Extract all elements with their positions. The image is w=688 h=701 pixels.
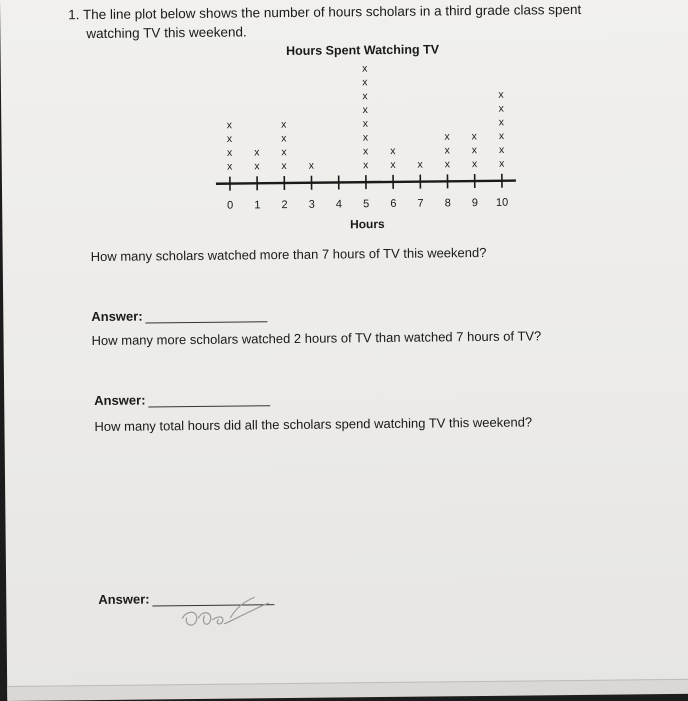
x-mark-2-4: x (281, 119, 287, 131)
x-mark-8-2: x (445, 144, 451, 156)
page-edge (7, 679, 688, 701)
problem-body: The line plot below shows the number of hours scholars in a third grade class spent watching TV this weekend. (83, 2, 581, 41)
answer-2-label: Answer: (94, 392, 145, 408)
x-mark-2-2: x (281, 146, 287, 158)
question-1: How many scholars watched more than 7 hours of TV this weekend? (91, 245, 487, 264)
x-mark-9-2: x (472, 144, 478, 156)
tick-label-5: 5 (363, 198, 369, 210)
line-plot (200, 34, 532, 237)
question-2: How many more scholars watched 2 hours of TV than watched 7 hours of TV? (91, 328, 541, 348)
x-mark-0-2: x (227, 147, 233, 159)
x-mark-6-2: x (390, 145, 396, 157)
x-mark-5-4: x (363, 118, 369, 130)
x-marks (226, 61, 505, 173)
x-mark-10-4: x (499, 116, 505, 128)
x-mark-2-1: x (281, 160, 287, 172)
x-mark-10-1: x (499, 158, 505, 170)
x-mark-9-3: x (472, 130, 478, 142)
x-mark-2-3: x (281, 132, 287, 144)
tick-label-0: 0 (227, 200, 233, 212)
x-mark-0-1: x (227, 161, 233, 173)
x-mark-0-3: x (227, 133, 233, 145)
tick-label-8: 8 (445, 197, 451, 209)
x-mark-9-1: x (472, 158, 478, 170)
question-3: How many total hours did all the scholars spend watching TV this weekend? (94, 414, 532, 434)
answer-1-label: Answer: (91, 309, 142, 325)
x-mark-5-2: x (363, 145, 369, 157)
answer-1-field[interactable] (145, 321, 267, 323)
tick-label-4: 4 (336, 198, 342, 210)
answer-2-field[interactable] (148, 405, 270, 407)
x-mark-5-1: x (363, 159, 369, 171)
x-mark-5-5: x (362, 104, 368, 116)
tick-label-7: 7 (417, 198, 423, 210)
tick-label-1: 1 (254, 199, 260, 211)
x-mark-1-1: x (254, 160, 260, 172)
x-mark-10-3: x (499, 130, 505, 142)
chart-title: Hours Spent Watching TV (286, 42, 440, 58)
tick-labels (227, 197, 508, 212)
tick-label-3: 3 (309, 199, 315, 211)
x-axis-label: Hours (350, 217, 385, 231)
x-mark-5-8: x (362, 63, 368, 75)
tick-label-2: 2 (281, 199, 287, 211)
x-mark-1-2: x (254, 146, 260, 158)
x-mark-10-6: x (498, 89, 504, 101)
x-mark-5-3: x (363, 132, 369, 144)
problem-number: 1. (68, 7, 79, 22)
tick-label-6: 6 (390, 198, 396, 210)
tick-label-10: 10 (496, 197, 508, 209)
answer-3-label: Answer: (98, 591, 149, 607)
pencil-scribble (174, 589, 284, 634)
x-mark-6-1: x (390, 159, 396, 171)
x-mark-5-7: x (362, 76, 368, 88)
x-mark-5-6: x (362, 90, 368, 102)
x-mark-10-2: x (499, 144, 505, 156)
tick-label-9: 9 (472, 197, 478, 209)
x-mark-0-4: x (227, 119, 233, 131)
x-mark-10-5: x (498, 103, 504, 115)
x-mark-3-1: x (309, 160, 315, 172)
x-mark-7-1: x (417, 159, 423, 171)
x-mark-8-1: x (445, 158, 451, 170)
x-mark-8-3: x (444, 131, 450, 143)
